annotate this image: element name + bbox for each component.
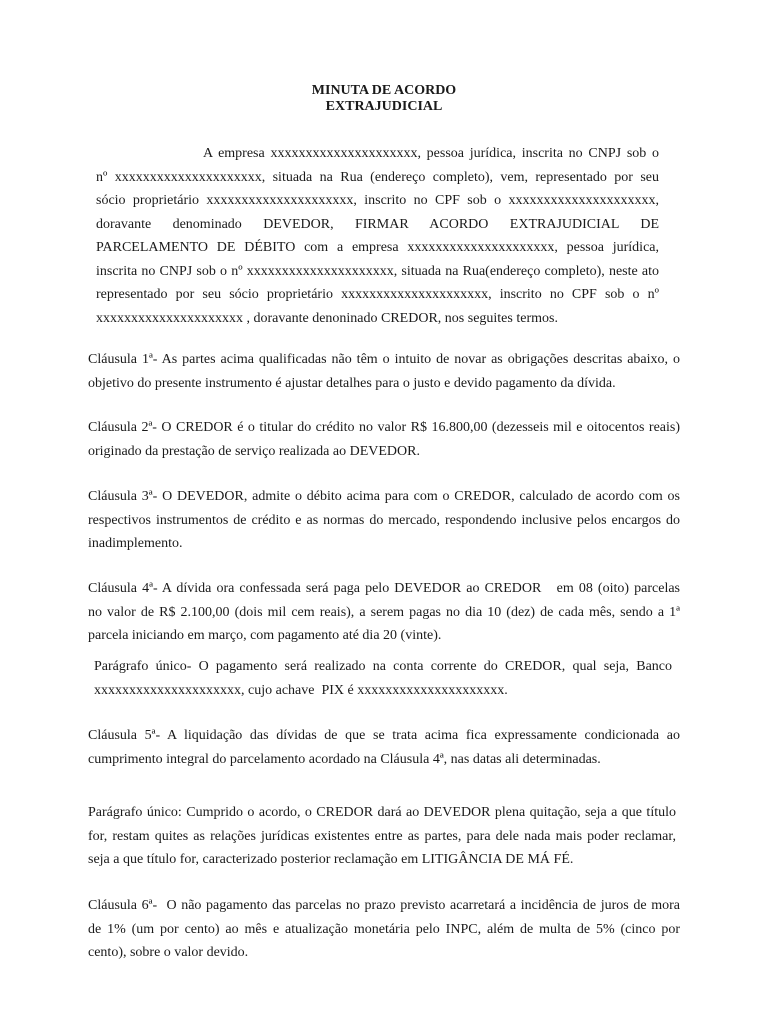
clausula-6-line: Cláusula 6ª- O não pagamento das parcelas no prazo previsto acarretará a incidência de juros de mora	[88, 898, 680, 913]
clausula-5	[88, 724, 680, 771]
clausula-3-line: inadimplemento.	[88, 536, 183, 551]
clausula-3-line: Cláusula 3ª- O DEVEDOR, admite o débito acima para com o CREDOR, calculado de acordo com os	[88, 489, 680, 504]
intro-line: sócio proprietário xxxxxxxxxxxxxxxxxxxxx, inscrito no CPF sob o xxxxxxxxxxxxxxxxxxxxx,	[96, 193, 659, 208]
clausula-3	[88, 485, 680, 556]
paragrafo-5-line: Parágrafo único: Cumprido o acordo, o CREDOR dará ao DEVEDOR plena quitação, seja a que título	[88, 805, 676, 820]
title-line-2: EXTRAJUDICIAL	[325, 99, 443, 114]
clausula-2-line: Cláusula 2ª- O CREDOR é o titular do crédito no valor R$ 16.800,00 (dezesseis mil e oitocentos reais)	[88, 420, 680, 435]
intro-line: doravante denominado DEVEDOR, FIRMAR ACORDO EXTRAJUDICIAL DE	[96, 216, 659, 232]
paragrafo-unico-4	[94, 655, 672, 702]
clausula-2	[88, 416, 680, 463]
intro-line: xxxxxxxxxxxxxxxxxxxxx , doravante denoninado CREDOR, nos seguites termos.	[96, 310, 558, 326]
clausula-3-line: respectivos instrumentos de crédito e as normas do mercado, respondendo inclusive pelos encargos do	[88, 512, 680, 528]
clausula-1-line: objetivo do presente instrumento é ajustar detalhes para o justo e devido pagamento da dívida.	[88, 375, 616, 391]
clausula-2-line: originado da prestação de serviço realizada ao DEVEDOR.	[88, 443, 420, 459]
paragrafo-4-line: Parágrafo único- O pagamento será realizado na conta corrente do CREDOR, qual seja, Banco	[94, 659, 672, 674]
intro-paragraph	[96, 142, 659, 330]
intro-line: representado por seu sócio proprietário xxxxxxxxxxxxxxxxxxxxx, inscrito no CPF sob o nº	[96, 287, 659, 302]
clausula-6-line: cento), sobre o valor devido.	[88, 945, 249, 960]
intro-line: PARCELAMENTO DE DÉBITO com a empresa xxxxxxxxxxxxxxxxxxxxx, pessoa jurídica,	[96, 240, 659, 255]
clausula-4-line: parcela iniciando em março, com pagamento até dia 20 (vinte).	[88, 628, 442, 643]
clausula-1-line: Cláusula 1ª- As partes acima qualificadas não têm o intuito de novar as obrigações descritas abaixo, o	[88, 352, 680, 367]
clausula-4	[88, 577, 680, 648]
paragrafo-5-line: seja a que título for, caracterizado posterior reclamação em LITIGÂNCIA DE MÁ FÉ.	[88, 852, 574, 867]
title-line-1: MINUTA DE ACORDO	[311, 83, 457, 98]
paragrafo-5-line: for, restam quites as relações jurídicas existentes entre as partes, para dele nada mais poder reclamar,	[88, 828, 676, 844]
intro-line: A empresa xxxxxxxxxxxxxxxxxxxxx, pessoa jurídica, inscrita no CNPJ sob o	[203, 146, 659, 161]
clausula-5-line: Cláusula 5ª- A liquidação das dívidas de que se trata acima fica expressamente condicionada ao	[88, 728, 680, 743]
clausula-1	[88, 348, 680, 395]
clausula-4-line: no valor de R$ 2.100,00 (dois mil cem reais), a serem pagas no dia 10 (dez) de cada mês, sendo a 1ª	[88, 604, 680, 620]
paragrafo-unico-5	[88, 801, 676, 872]
intro-line: nº xxxxxxxxxxxxxxxxxxxxx, situada na Rua (endereço completo), vem, representado por seu	[96, 169, 659, 185]
clausula-5-line: cumprimento integral do parcelamento acordado na Cláusula 4ª, nas datas ali determinadas.	[88, 751, 601, 767]
paragrafo-4-line: xxxxxxxxxxxxxxxxxxxxx, cujo achave PIX é xxxxxxxxxxxxxxxxxxxxx.	[94, 682, 508, 698]
clausula-4-line: Cláusula 4ª- A dívida ora confessada será paga pelo DEVEDOR ao CREDOR em 08 (oito) parcelas	[88, 581, 680, 596]
clausula-6-line: de 1% (um por cento) ao mês e atualização monetária pelo INPC, além de multa de 5% (cinco por	[88, 921, 680, 937]
intro-line: inscrita no CNPJ sob o nº xxxxxxxxxxxxxxxxxxxxx, situada na Rua(endereço completo), neste ato	[96, 263, 659, 279]
clausula-6	[88, 894, 680, 965]
